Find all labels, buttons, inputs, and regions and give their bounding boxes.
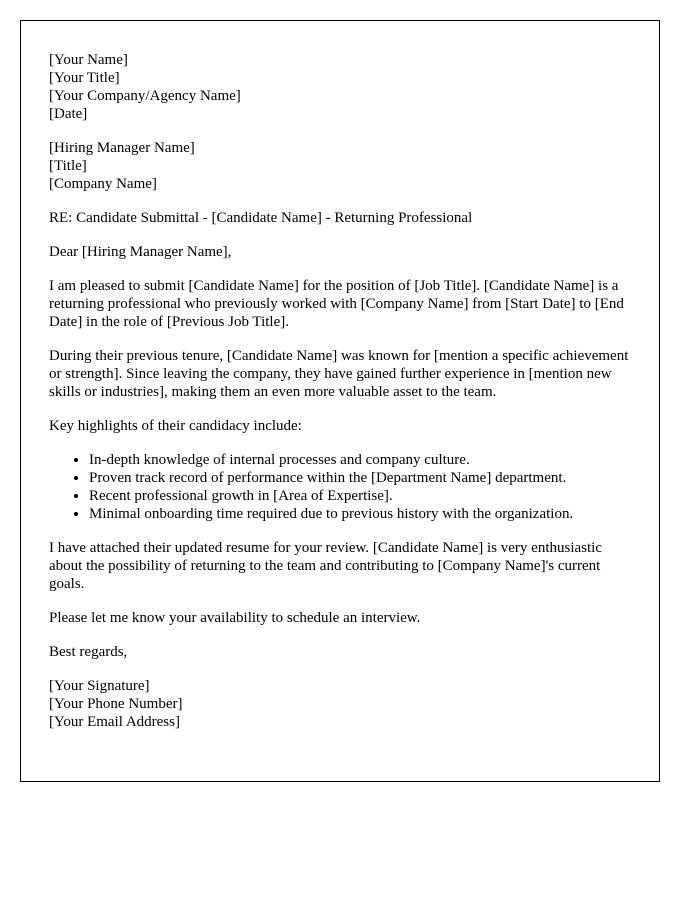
letter-date: [Date] — [49, 106, 88, 122]
recipient-name: [Hiring Manager Name] — [49, 140, 195, 156]
closing: Best regards, — [49, 644, 128, 660]
sender-name: [Your Name] — [49, 52, 128, 68]
highlight-item: • In-depth knowledge of internal processes and company culture. — [89, 451, 631, 469]
signature-block — [49, 677, 631, 731]
highlights-intro: Key highlights of their candidacy include: — [49, 418, 302, 434]
highlight-item: • Recent professional growth in [Area of Expertise]. — [89, 487, 631, 505]
recipient-company: [Company Name] — [49, 176, 157, 192]
intro-paragraph: I am pleased to submit [Candidate Name] for the position of [Job Title]. [Candidate Name] is a returning professional who previously worked with [Company Name] from [Start Date] to [End Date] in the role of [Previous Job Title]. — [49, 278, 624, 330]
availability-paragraph: Please let me know your availability to schedule an interview. — [49, 610, 421, 626]
salutation: Dear [Hiring Manager Name], — [49, 244, 232, 260]
recipient-title: [Title] — [49, 158, 87, 174]
sender-company: [Your Company/Agency Name] — [49, 88, 241, 104]
highlight-item: • Proven track record of performance within the [Department Name] department. — [89, 469, 631, 487]
subject-line: RE: Candidate Submittal - [Candidate Name] - Returning Professional — [49, 210, 473, 226]
sender-block — [49, 51, 631, 123]
sender-title: [Your Title] — [49, 70, 120, 86]
highlights-list — [49, 451, 631, 523]
recipient-block — [49, 139, 631, 193]
tenure-paragraph: During their previous tenure, [Candidate Name] was known for [mention a specific achievement or strength]. Since leaving the company, they have gained further experience in [mention new skills or industries], making them an even more valuable asset to the team. — [49, 348, 629, 400]
letter-document — [20, 20, 660, 782]
signature-line: [Your Signature] — [49, 678, 150, 694]
phone-number: [Your Phone Number] — [49, 696, 183, 712]
highlight-item: • Minimal onboarding time required due to previous history with the organization. — [89, 505, 631, 523]
resume-paragraph: I have attached their updated resume for your review. [Candidate Name] is very enthusiastic about the possibility of returning to the team and contributing to [Company Name]'s current goals. — [49, 540, 602, 592]
email-address: [Your Email Address] — [49, 714, 180, 730]
